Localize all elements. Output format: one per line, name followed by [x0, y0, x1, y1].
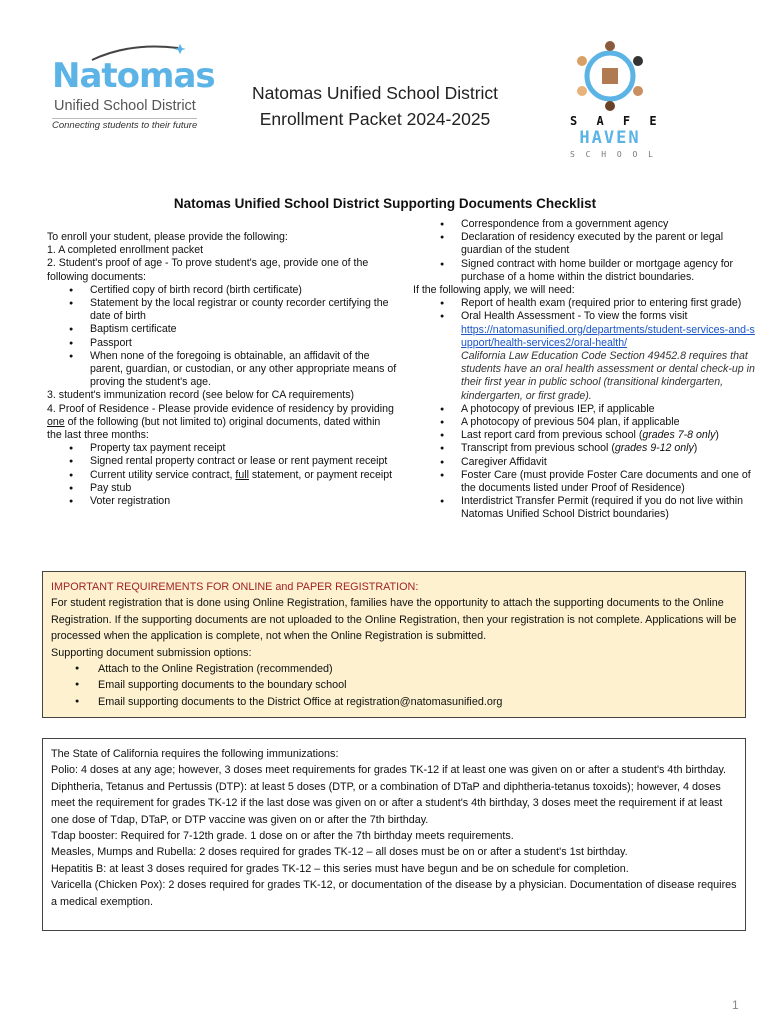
title-line-2: Enrollment Packet 2024-2025 — [259, 109, 491, 129]
important-heading: IMPORTANT REQUIREMENTS FOR ONLINE and PAPER REGISTRATION: — [51, 581, 419, 593]
list-item: ● A photocopy of previous IEP, if applicable — [413, 403, 758, 416]
logo-subtitle: Unified School District — [54, 98, 196, 114]
list-item — [413, 429, 758, 442]
item-3: 3. student's immunization record (see below for CA requirements) — [47, 389, 355, 402]
checklist-title: Natomas Unified School District Supporting Documents Checklist — [173, 196, 597, 211]
list-item: ● Property tax payment receipt — [47, 442, 397, 455]
utility-emphasis: full — [235, 468, 249, 481]
oral-health-note: California Law Education Code Section 49452.8 requires that students have an oral health assessment or dental check-up in their first year in public school (transitional kindergarten, kindergarten, or first grade). — [461, 350, 755, 402]
list-item: ● Certified copy of birth record (birth certificate) — [47, 284, 397, 297]
natomas-logo — [50, 56, 220, 140]
paren: ) — [693, 442, 698, 455]
immunization-requirements-box — [42, 738, 746, 931]
list-item — [47, 469, 397, 482]
report-card-text: Last report card from previous school ( — [461, 429, 643, 442]
paren: ) — [715, 429, 719, 442]
list-item: ● Email supporting documents to the District Office at registration@natomasunified.org — [51, 694, 737, 710]
if-apply-label: If the following apply, we will need: — [413, 284, 575, 297]
residence-docs-list — [47, 442, 397, 508]
item-4-emphasis: one — [47, 415, 65, 428]
options-label: Supporting document submission options: — [51, 646, 252, 659]
oral-health-text: Oral Health Assessment - To view the forms visit — [461, 310, 688, 323]
list-item: ● Caregiver Affidavit — [413, 456, 758, 469]
list-item: ● When none of the foregoing is obtainable, an affidavit of the parent, guardian, or custodian, or any other appropriate means of proving the student's age. — [47, 350, 397, 390]
list-item: ● Email supporting documents to the boundary school — [51, 677, 737, 693]
checklist-left-column — [47, 231, 397, 508]
submission-options-list — [51, 661, 737, 710]
logo-safe: S A F E — [570, 114, 663, 128]
residence-docs-list-continued — [413, 218, 758, 284]
conditional-docs-list — [413, 297, 758, 521]
list-item: ● Baptism certificate — [47, 323, 397, 336]
list-item: ● Statement by the local registrar or county recorder certifying the date of birth — [47, 297, 397, 323]
list-item: ● Pay stub — [47, 482, 397, 495]
utility-text: statement, or payment receipt — [248, 468, 393, 481]
immunization-hepb: Hepatitis B: at least 3 doses required for grades TK-12 – this series must have begun and be on schedule for completion. — [51, 862, 629, 875]
list-item: ● Attach to the Online Registration (recommended) — [51, 661, 737, 677]
logo-name: Natomas — [52, 56, 215, 96]
logo-school: S C H O O L — [570, 150, 656, 159]
item-2: 2. Student's proof of age - To prove student's age, provide one of the following documents: — [47, 257, 369, 283]
list-item: ● Correspondence from a government agency — [413, 218, 758, 231]
list-item — [413, 442, 758, 455]
list-item: ● Signed contract with home builder or mortgage agency for purchase of a home within the district boundaries. — [413, 258, 758, 284]
list-item — [413, 310, 758, 402]
list-item: ● Signed rental property contract or lease or rent payment receipt — [47, 455, 397, 468]
list-item: ● Foster Care (must provide Foster Care documents and one of the documents listed under Proof of Residence) — [413, 469, 758, 495]
document-title — [200, 80, 550, 132]
item-4-text: of the following (but not limited to) original documents, dated within the last three months: — [47, 415, 381, 442]
list-item: ● A photocopy of previous 504 plan, if applicable — [413, 416, 758, 429]
immunization-dtp: Diphtheria, Tetanus and Pertussis (DTP): at least 5 doses (DTP, or a combination of DTaP and diphtheria-tetanus toxoids); however, 4 doses meet the requirement for grades TK-12 if the last dose was given on or after a student's 4th birthday, 3 doses meet the requirement if at least one dose of Tdap, DTaP, or DTP vaccine was given on or after the 7th birthday. — [51, 780, 723, 826]
item-4 — [47, 403, 397, 443]
list-item: ● Report of health exam (required prior to entering first grade) — [413, 297, 758, 310]
intro-text: To enroll your student, please provide the following: — [47, 231, 288, 243]
immunization-polio: Polio: 4 doses at any age; however, 3 doses meet requirements for grades TK-12 if at least one was given on or after a student's 4th birthday. — [51, 764, 727, 777]
important-requirements-box — [42, 571, 746, 718]
logo-haven: HAVEN — [579, 128, 641, 148]
report-card-grades: grades 7-8 only — [642, 429, 716, 442]
list-item: ● Declaration of residency executed by the parent or legal guardian of the student — [413, 231, 758, 257]
item-4-text: 4. Proof of Residence - Please provide evidence of residency by providing — [47, 402, 394, 415]
page-number: 1 — [732, 998, 739, 1012]
transcript-grades: grades 9-12 only — [614, 442, 694, 455]
list-item: ● Voter registration — [47, 495, 397, 508]
immunization-tdap: Tdap booster: Required for 7-12th grade. 1 dose on or after the 7th birthday meets requirements. — [51, 830, 514, 843]
utility-text: Current utility service contract, — [90, 468, 236, 481]
children-circle-icon — [572, 40, 648, 112]
logo-tagline: Connecting students to their future — [52, 120, 198, 131]
immunization-intro: The State of California requires the following immunizations: — [51, 748, 339, 760]
title-line-1: Natomas Unified School District — [251, 83, 499, 103]
list-item: ● Interdistrict Transfer Permit (required if you do not live within Natomas Unified School District boundaries) — [413, 495, 758, 521]
age-docs-list — [47, 284, 397, 390]
immunization-varicella: Varicella (Chicken Pox): 2 doses required for grades TK-12, or documentation of the disease by a physician. Documentation of disease requires a medical exemption. — [51, 879, 737, 908]
important-body: For student registration that is done using Online Registration, families have the opportunity to attach the supporting documents to the Online Registration. If the supporting documents are not uploaded to the Online Registration, then your registration is not complete. Applications will be processed when the application is complete, not when the Online Registration is submitted. — [51, 597, 737, 643]
checklist-right-column — [413, 218, 758, 522]
item-1: 1. A completed enrollment packet — [47, 244, 204, 257]
list-item: ● Passport — [47, 337, 397, 350]
oral-health-link[interactable]: https://natomasunified.org/departments/student-services-and-support/health-services2/oral-health/ — [461, 323, 755, 349]
immunization-mmr: Measles, Mumps and Rubella: 2 doses required for grades TK-12 – all doses must be on or after a student's 1st birthday. — [51, 846, 628, 859]
transcript-text: Transcript from previous school ( — [461, 442, 615, 455]
safe-haven-logo — [555, 40, 665, 164]
